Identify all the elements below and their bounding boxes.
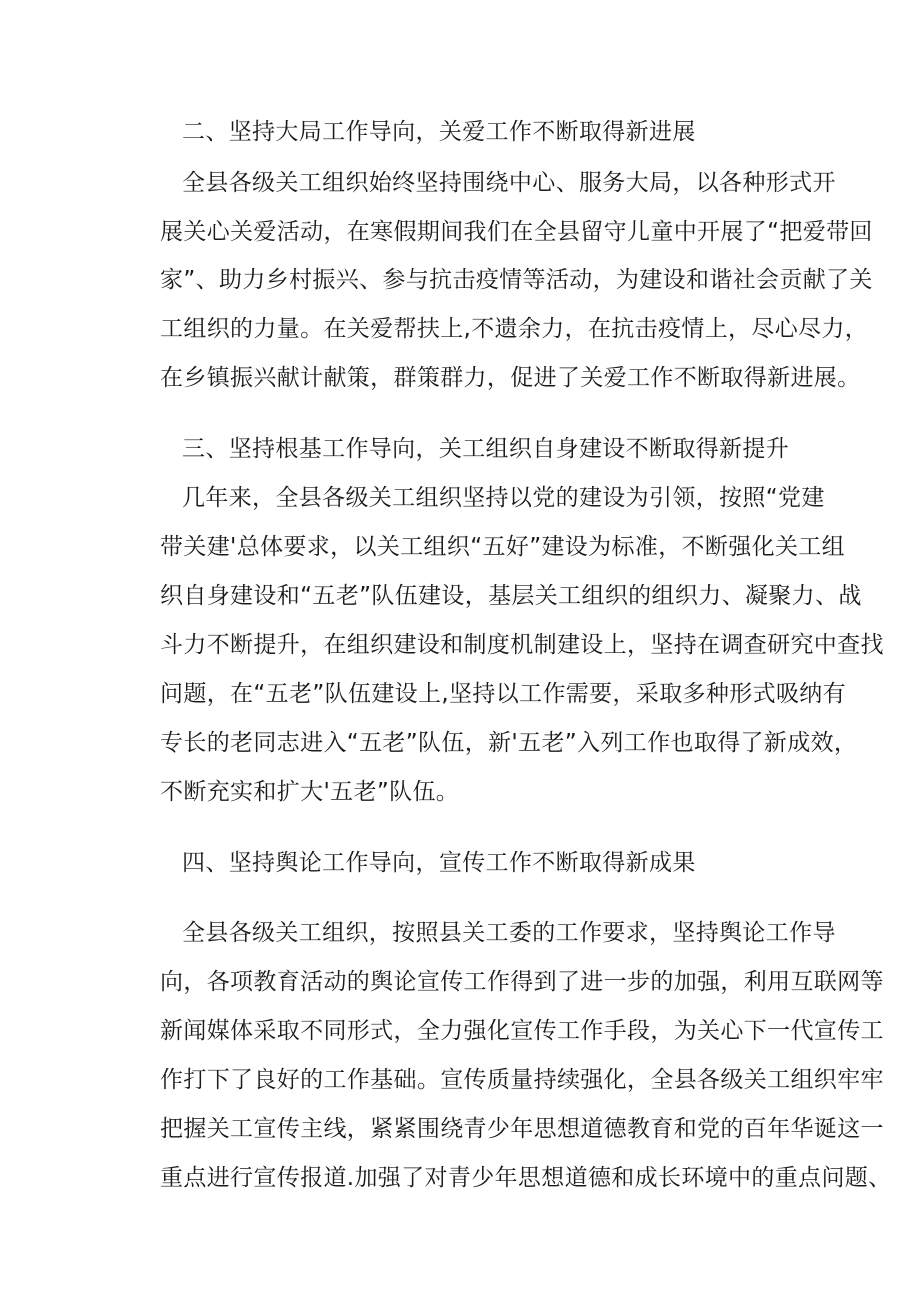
body-line: 全县各级关工组织，按照县关工委的工作要求，坚持舆论工作导 [182, 920, 836, 946]
body-line: 几年来，全县各级关工组织坚持以党的建设为引领，按照“党建 [182, 485, 825, 511]
body-line: 全县各级关工组织始终坚持围绕中心、服务大局，以各种形式开 [182, 170, 836, 196]
body-line: 织自身建设和“五老”队伍建设，基层关工组织的组织力、凝聚力、战 [160, 583, 862, 609]
body-line: 重点进行宣传报道.加强了对青少年思想道德和成长环境中的重点问题、 [160, 1165, 892, 1191]
body-line: 作打下了良好的工作基础。宣传质量持续强化，全县各级关工组织牢牢 [160, 1067, 884, 1093]
body-line: 在乡镇振兴献计献策，群策群力，促进了关爱工作不断取得新进展。 [160, 365, 861, 391]
body-line: 新闻媒体采取不同形式，全力强化宣传工作手段，为关心下一代宣传工 [160, 1018, 884, 1044]
body-line: 斗力不断提升，在组织建设和制度机制建设上，坚持在调查研究中查找 [160, 632, 884, 658]
body-line: 家”、助力乡村振兴、参与抗击疫情等活动，为建设和谐社会贡献了关 [160, 267, 873, 293]
body-line: 向，各项教育活动的舆论宣传工作得到了进一步的加强，利用互联网等 [160, 969, 884, 995]
section-heading-3: 三、坚持根基工作导向，关工组织自身建设不断取得新提升 [182, 436, 790, 462]
section-heading-2: 二、坚持大局工作导向，关爱工作不断取得新进展 [182, 119, 696, 145]
body-line: 带关建'总体要求，以关工组织“五好”建设为标准，不断强化关工组 [160, 534, 846, 560]
body-line: 专长的老同志进入“五老”队伍，新'五老”入列工作也取得了新成效， [160, 730, 858, 756]
body-line: 不断充实和扩大'五老”队伍。 [160, 779, 460, 805]
body-line: 展关心关爱活动，在寒假期间我们在全县留守儿童中开展了“把爱带回 [160, 219, 873, 245]
body-line: 把握关工宣传主线，紧紧围绕青少年思想道德教育和党的百年华诞这一 [160, 1116, 884, 1142]
section-heading-4: 四、坚持舆论工作导向，宣传工作不断取得新成果 [182, 850, 696, 876]
body-line: 工组织的力量。在关爱帮扶上,不遗余力，在抗击疫情上，尽心尽力， [160, 316, 869, 342]
body-line: 问题，在“五老”队伍建设上,坚持以工作需要，采取多种形式吸纳有 [160, 681, 846, 707]
